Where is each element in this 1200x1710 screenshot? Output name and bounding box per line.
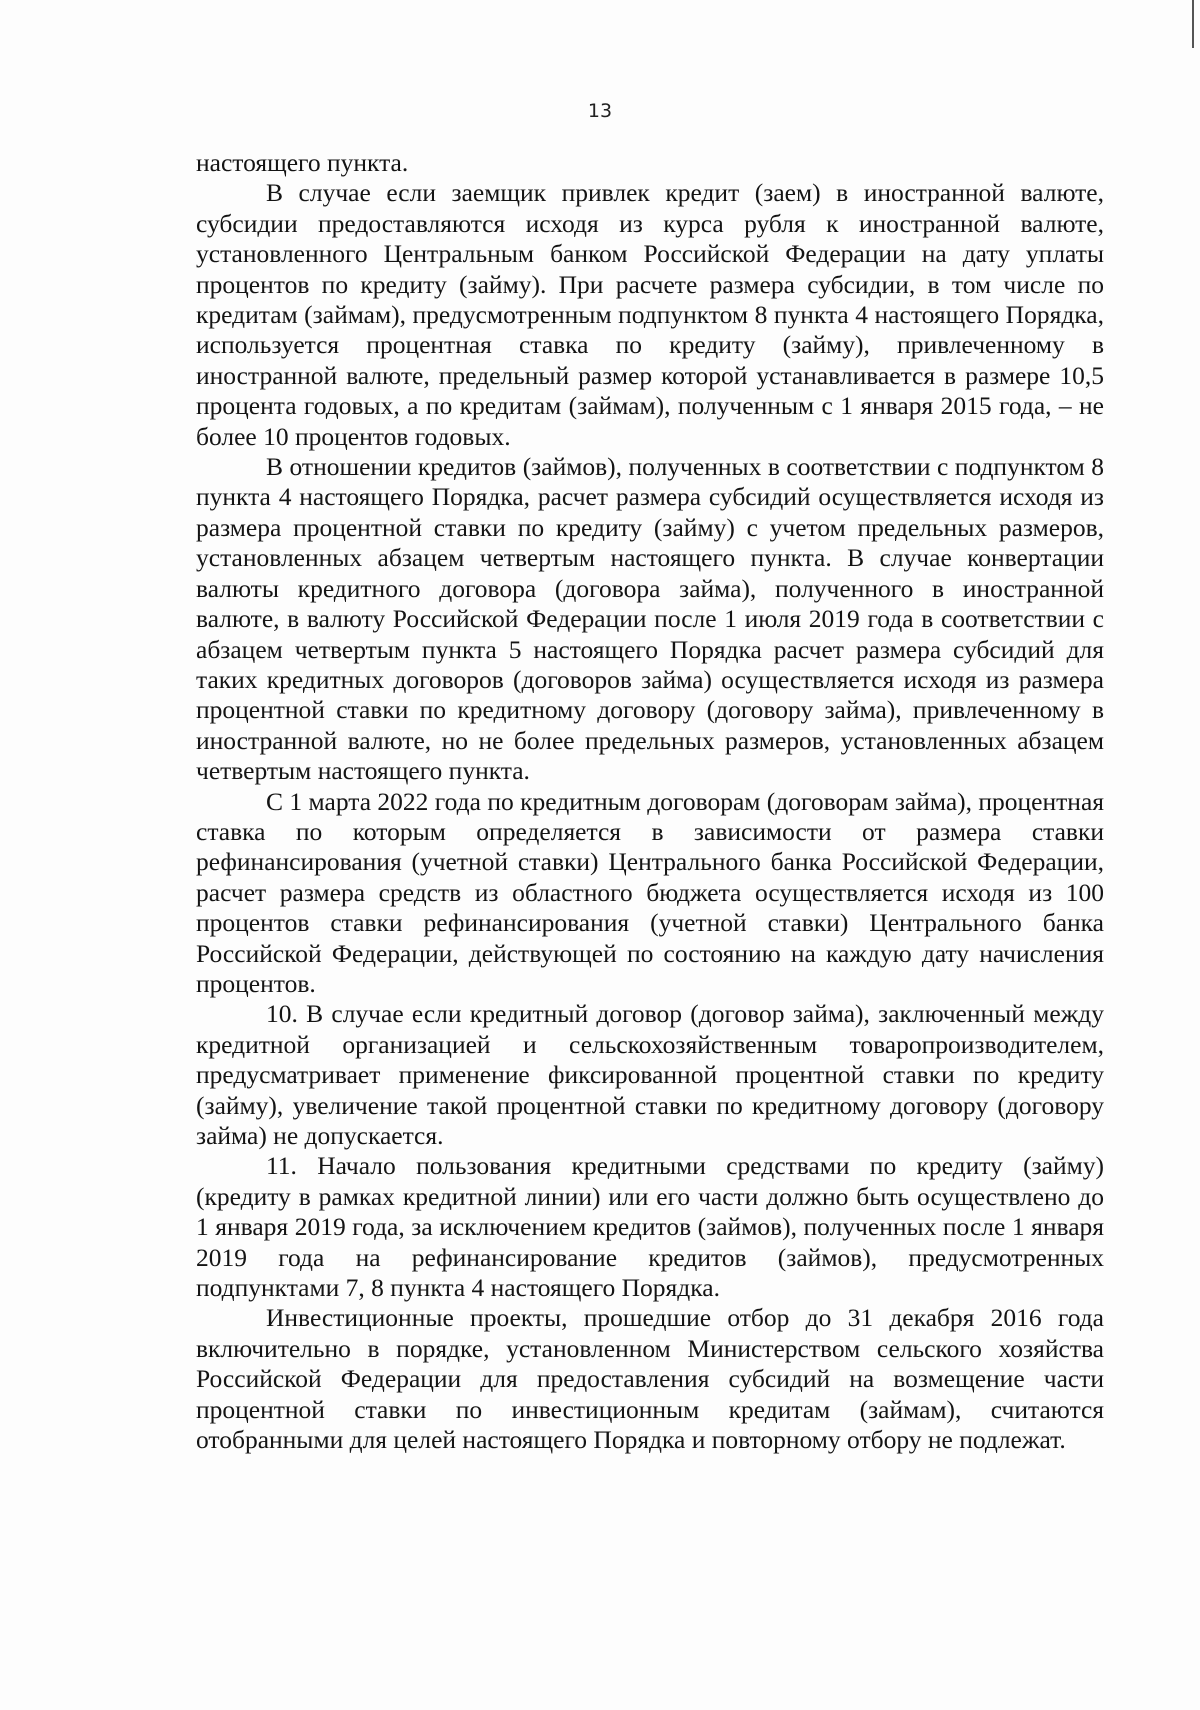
paragraph-item-10: 10. В случае если кредитный договор (договор займа), заключенный между кредитной организацией и сельскохозяйственным товаропроизводителем, предусматривает применение фиксированной процентной ставки по кредиту (займу), увеличение такой процентной ставки по кредитному договору (договору займа) не допускается. bbox=[196, 999, 1104, 1150]
scan-edge-mark bbox=[1192, 0, 1194, 48]
paragraph-investment-projects: Инвестиционные проекты, прошедшие отбор до 31 декабря 2016 года включительно в порядке, установленном Министерством сельского хозяйства Российской Федерации для предоставления субсидий на возмещение части процентной ставки по инвестиционным кредитам (займам), считаются отобранными для целей настоящего Порядка и повторному отбору не подлежат. bbox=[196, 1303, 1104, 1455]
paragraph-continuation: настоящего пункта. bbox=[196, 148, 409, 177]
paragraph-foreign-currency: В случае если заемщик привлек кредит (заем) в иностранной валюте, субсидии предоставляются исходя из курса рубля к иностранной валюте, установленного Центральным банком Российской Федерации на дату уплаты процентов по кредиту (займу). При расчете размера субсидии, в том числе по кредитам (займам), предусмотренным подпунктом 8 пункта 4 настоящего Порядка, используется процентная ставка по кредиту (займу), привлеченному в иностранной валюте, предельный размер которой устанавливается в размере 10,5 процента годовых, а по кредитам (займам), полученным с 1 января 2015 года, – не более 10 процентов годовых. bbox=[196, 178, 1104, 451]
paragraph-subparagraph-8: В отношении кредитов (займов), полученных в соответствии с подпунктом 8 пункта 4 настоящего Порядка, расчет размера субсидий осуществляется исходя из размера процентной ставки по кредиту (займу) с учетом предельных размеров, установленных абзацем четвертым настоящего пункта. В случае конвертации валюты кредитного договора (договора займа), полученного в иностранной валюте, в валюту Российской Федерации после 1 июля 2019 года в соответствии с абзацем четвертым пункта 5 настоящего Порядка расчет размера субсидий для таких кредитных договоров (договоров займа) осуществляется исходя из размера процентной ставки по кредитному договору (договору займа), привлеченному в иностранной валюте, но не более предельных размеров, установленных абзацем четвертым настоящего пункта. bbox=[196, 452, 1104, 786]
page-number: 13 bbox=[587, 100, 613, 122]
document-body bbox=[196, 148, 1104, 1455]
paragraph-refinancing-rate: С 1 марта 2022 года по кредитным договорам (договорам займа), процентная ставка по которым определяется в зависимости от размера ставки рефинансирования (учетной ставки) Центрального банка Российской Федерации, расчет размера средств из областного бюджета осуществляется исходя из 100 процентов ставки рефинансирования (учетной ставки) Центрального банка Российской Федерации, действующей по состоянию на каждую дату начисления процентов. bbox=[196, 786, 1104, 998]
paragraph-item-11: 11. Начало пользования кредитными средствами по кредиту (займу) (кредиту в рамках кредитной линии) или его части должно быть осуществлено до 1 января 2019 года, за исключением кредитов (займов), полученных после 1 января 2019 года на рефинансирование кредитов (займов), предусмотренных подпунктами 7, 8 пункта 4 настоящего Порядка. bbox=[196, 1151, 1104, 1303]
